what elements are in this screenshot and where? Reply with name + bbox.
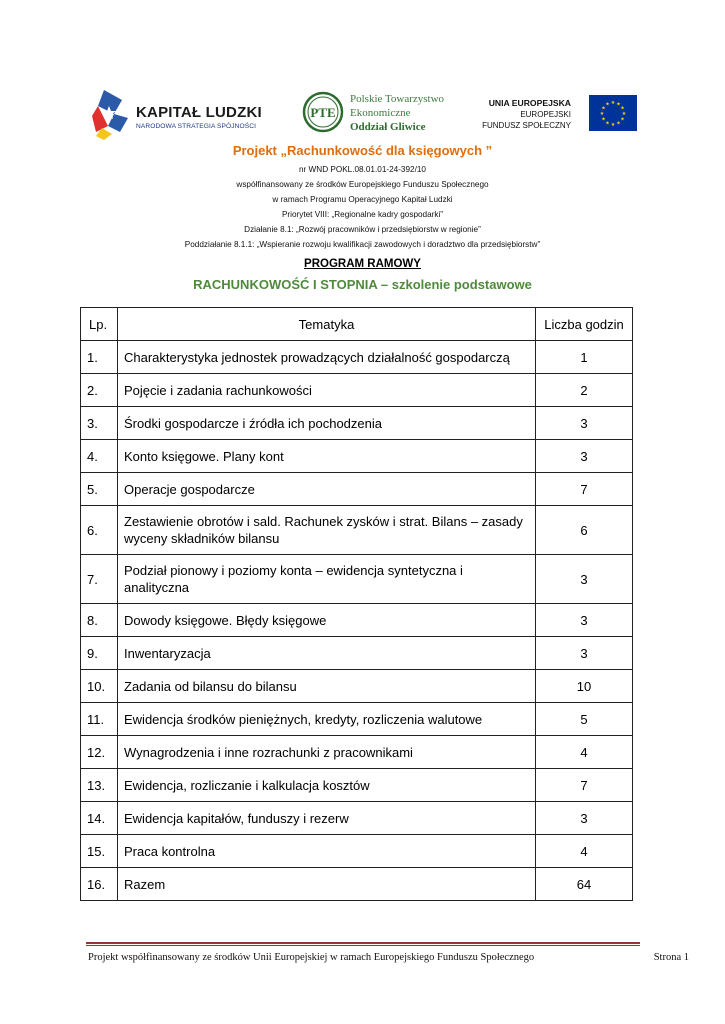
eu-star-icon: ★ bbox=[620, 116, 625, 123]
row-topic: Ewidencja środków pieniężnych, kredyty, rozliczenia walutowe bbox=[118, 703, 536, 736]
pte-mark-text: PTE bbox=[310, 105, 336, 120]
table-row bbox=[81, 506, 633, 555]
row-hours: 3 bbox=[536, 440, 633, 473]
row-hours: 64 bbox=[536, 868, 633, 901]
kapital-ludzki-title: KAPITAŁ LUDZKI bbox=[136, 104, 262, 121]
eu-star-icon: ★ bbox=[616, 120, 621, 127]
eu-line-1: UNIA EUROPEJSKA bbox=[488, 98, 571, 108]
eu-star-icon: ★ bbox=[599, 111, 605, 117]
table-row bbox=[81, 374, 633, 407]
project-meta-line: Poddziałanie 8.1.1: „Wspieranie rozwoju kwalifikacji zawodowych i doradztwo dla przedsiębiorstw” bbox=[184, 240, 541, 249]
row-topic: Ewidencja kapitałów, funduszy i rezerw bbox=[118, 802, 536, 835]
eu-star-icon: ★ bbox=[605, 120, 610, 127]
table-row bbox=[81, 835, 633, 868]
row-hours: 3 bbox=[536, 407, 633, 440]
table-row bbox=[81, 670, 633, 703]
table-row bbox=[81, 703, 633, 736]
row-topic: Inwentaryzacja bbox=[118, 637, 536, 670]
project-meta-line: współfinansowany ze środków Europejskiego Funduszu Społecznego bbox=[236, 180, 489, 189]
kapital-ludzki-icon bbox=[92, 88, 130, 140]
row-topic: Praca kontrolna bbox=[118, 835, 536, 868]
table-row bbox=[81, 407, 633, 440]
row-topic: Konto księgowe. Plany kont bbox=[118, 440, 536, 473]
row-lp: 4. bbox=[81, 440, 118, 473]
project-meta-line: Priorytet VIII: „Regionalne kadry gospodarki” bbox=[281, 210, 444, 219]
row-lp: 12. bbox=[81, 736, 118, 769]
table-row bbox=[81, 473, 633, 506]
row-hours: 3 bbox=[536, 604, 633, 637]
row-topic: Zestawienie obrotów i sald. Rachunek zysków i strat. Bilans – zasady wyceny składników bilansu bbox=[118, 506, 536, 555]
eu-star-icon: ★ bbox=[616, 101, 621, 108]
pte-line-1: Polskie Towarzystwo bbox=[350, 93, 445, 105]
pte-emblem-icon bbox=[302, 90, 344, 134]
table-row bbox=[81, 868, 633, 901]
row-hours: 3 bbox=[536, 637, 633, 670]
row-hours: 7 bbox=[536, 473, 633, 506]
row-hours: 3 bbox=[536, 802, 633, 835]
row-lp: 11. bbox=[81, 703, 118, 736]
project-meta-line: Działanie 8.1: „Rozwój pracowników i przedsiębiorstw w regionie” bbox=[244, 225, 481, 234]
pte-line-3: Oddział Gliwice bbox=[350, 121, 426, 133]
row-hours: 5 bbox=[536, 703, 633, 736]
project-meta-line: w ramach Programu Operacyjnego Kapitał Ludzki bbox=[272, 195, 453, 204]
row-topic: Wynagrodzenia i inne rozrachunki z pracownikami bbox=[118, 736, 536, 769]
row-topic: Zadania od bilansu do bilansu bbox=[118, 670, 536, 703]
row-topic: Razem bbox=[118, 868, 536, 901]
table-row bbox=[81, 637, 633, 670]
row-hours: 2 bbox=[536, 374, 633, 407]
row-hours: 1 bbox=[536, 341, 633, 374]
table-header-row bbox=[81, 308, 633, 341]
eu-star-icon: ★ bbox=[620, 105, 625, 112]
row-topic: Operacje gospodarcze bbox=[118, 473, 536, 506]
row-lp: 5. bbox=[81, 473, 118, 506]
row-lp: 1. bbox=[81, 341, 118, 374]
row-lp: 10. bbox=[81, 670, 118, 703]
row-lp: 2. bbox=[81, 374, 118, 407]
pte-line-2: Ekonomiczne bbox=[350, 107, 411, 119]
row-lp: 14. bbox=[81, 802, 118, 835]
table-row bbox=[81, 769, 633, 802]
row-lp: 3. bbox=[81, 407, 118, 440]
page-number: Strona 1 bbox=[653, 952, 689, 963]
eu-flag-icon bbox=[589, 95, 637, 131]
row-topic: Pojęcie i zadania rachunkowości bbox=[118, 374, 536, 407]
kapital-ludzki-subtitle: NARODOWA STRATEGIA SPÓJNOŚCI bbox=[136, 123, 257, 130]
kapital-ludzki-logo bbox=[92, 88, 262, 144]
row-topic: Ewidencja, rozliczanie i kalkulacja kosztów bbox=[118, 769, 536, 802]
footer-rule bbox=[86, 942, 640, 944]
course-title: RACHUNKOWOŚĆ I STOPNIA – szkolenie podstawowe bbox=[193, 277, 532, 292]
header-hours: Liczba godzin bbox=[536, 308, 633, 341]
eu-star-icon: ★ bbox=[610, 122, 616, 128]
row-lp: 6. bbox=[81, 506, 118, 555]
table-row bbox=[81, 440, 633, 473]
row-lp: 8. bbox=[81, 604, 118, 637]
row-topic: Środki gospodarcze i źródła ich pochodzenia bbox=[118, 407, 536, 440]
row-lp: 13. bbox=[81, 769, 118, 802]
pte-logo bbox=[302, 90, 462, 142]
row-hours: 3 bbox=[536, 555, 633, 604]
syllabus-table bbox=[80, 307, 633, 901]
eu-logo bbox=[482, 94, 637, 142]
eu-star-icon: ★ bbox=[621, 111, 627, 117]
row-hours: 6 bbox=[536, 506, 633, 555]
row-hours: 4 bbox=[536, 835, 633, 868]
eu-star-icon: ★ bbox=[610, 100, 616, 106]
header-lp: Lp. bbox=[81, 308, 118, 341]
table-row bbox=[81, 802, 633, 835]
project-title: Projekt „Rachunkowość dla księgowych ” bbox=[232, 143, 493, 158]
table-row bbox=[81, 604, 633, 637]
row-topic: Podział pionowy i poziomy konta – ewidencja syntetyczna i analityczna bbox=[118, 555, 536, 604]
row-lp: 15. bbox=[81, 835, 118, 868]
table-row bbox=[81, 341, 633, 374]
footer-text: Projekt współfinansowany ze środków Unii Europejskiej w ramach Europejskiego Funduszu Społecznego bbox=[88, 952, 535, 963]
eu-star-icon: ★ bbox=[601, 116, 606, 123]
footer-rule-thin bbox=[86, 945, 640, 946]
row-topic: Charakterystyka jednostek prowadzących działalność gospodarczą bbox=[118, 341, 536, 374]
row-lp: 16. bbox=[81, 868, 118, 901]
eu-star-icon: ★ bbox=[601, 105, 606, 112]
eu-line-3: FUNDUSZ SPOŁECZNY bbox=[482, 121, 571, 130]
table-row bbox=[81, 736, 633, 769]
eu-line-2: EUROPEJSKI bbox=[520, 110, 571, 119]
row-hours: 7 bbox=[536, 769, 633, 802]
eu-star-icon: ★ bbox=[605, 101, 610, 108]
project-meta-line: nr WND POKL.08.01.01-24-392/10 bbox=[299, 165, 426, 174]
row-lp: 9. bbox=[81, 637, 118, 670]
row-hours: 10 bbox=[536, 670, 633, 703]
program-heading: PROGRAM RAMOWY bbox=[304, 258, 421, 270]
row-topic: Dowody księgowe. Błędy księgowe bbox=[118, 604, 536, 637]
logo-header bbox=[0, 86, 725, 146]
table-row bbox=[81, 555, 633, 604]
row-hours: 4 bbox=[536, 736, 633, 769]
row-lp: 7. bbox=[81, 555, 118, 604]
header-topic: Tematyka bbox=[118, 308, 536, 341]
